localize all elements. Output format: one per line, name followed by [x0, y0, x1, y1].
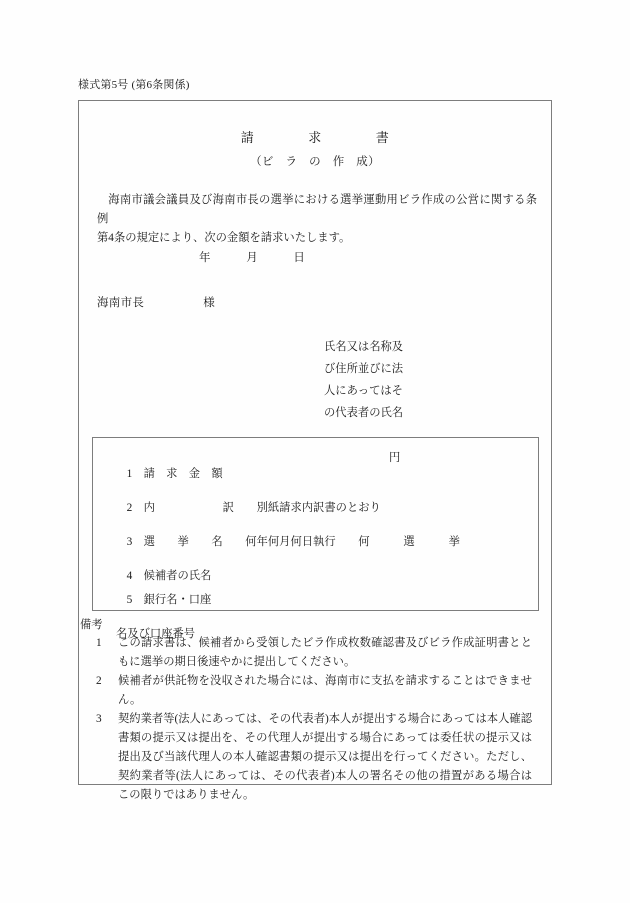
form-outer-frame [78, 100, 552, 801]
row-3-number: 3 [126, 536, 133, 548]
row-4-label: 候補者の氏名 [143, 570, 212, 582]
signature-line-3: 人にあってはそ [324, 385, 403, 397]
note-item [96, 634, 532, 672]
row-2-value: 別紙請求内訳書のとおり [256, 502, 381, 514]
document-subtitle: （ビ ラ の 作 成） [250, 156, 380, 168]
signature-line-1: 氏名又は名称及 [324, 341, 404, 353]
note-item [96, 672, 532, 710]
row-2-number: 2 [126, 502, 133, 514]
row-3-label: 選 挙 名 [143, 536, 223, 548]
note-3-text: 契約業者等(法人にあっては、その代表者)本人が提出する場合にあっては本人確認書類の提示又は提出を、その代理人が提出する場合にあっては委任状の提示又は提出及び当該代理人の本人確認書類の提示又は提出を行ってください。ただし、契約業者等(法人にあっては、その代表者)本人の署名その他の措置がある場合はこの限りではありません。 [118, 713, 532, 801]
row-5-number: 5 [126, 594, 133, 606]
addressee-line: 海南市長 様 [97, 297, 215, 309]
document-title: 請 求 書 [240, 130, 390, 145]
form-number: 様式第5号 (第6条関係) [78, 79, 190, 91]
row-4-number: 4 [126, 570, 133, 582]
row-1-label: 請 求 金 額 [143, 468, 223, 480]
signature-line-4: の代表者の氏名 [324, 407, 404, 419]
date-line: 年 月 日 [199, 252, 306, 264]
note-1-text: この請求書は、候補者から受領したビラ作成枚数確認書及びビラ作成証明書とともに選挙の期日後速やかに提出してください。 [118, 637, 532, 668]
row-5-label: 銀行名・口座 [143, 594, 212, 606]
row-5-label-continued: 名及び口座番号 [116, 628, 196, 640]
body-paragraph-line-1: 海南市議会議員及び海南市長の選挙における選挙運動用ビラ作成の公営に関する条例 [97, 194, 537, 225]
body-paragraph-line-2: 第4条の規定により、次の金額を請求いたします。 [97, 232, 351, 244]
notes-title: 備考 [80, 619, 103, 631]
row-1-unit: 円 [389, 452, 401, 464]
row-3-value: 何年何月何日執行 何 選 挙 [245, 536, 460, 548]
note-2-text: 候補者が供託物を没収された場合には、海南市に支払を請求することはできません。 [118, 675, 532, 706]
signature-block [324, 336, 403, 424]
note-1-number: 1 [96, 637, 102, 649]
notes-section [80, 617, 550, 805]
title-block [79, 127, 551, 169]
row-1-number: 1 [126, 468, 133, 480]
row-2-label: 内 訳 [143, 502, 234, 514]
note-3-number: 3 [96, 713, 102, 725]
note-2-number: 2 [96, 675, 102, 687]
body-paragraph [97, 191, 537, 248]
signature-line-2: び住所並びに法 [324, 363, 404, 375]
note-item [96, 710, 532, 805]
claim-details-table [92, 437, 539, 640]
